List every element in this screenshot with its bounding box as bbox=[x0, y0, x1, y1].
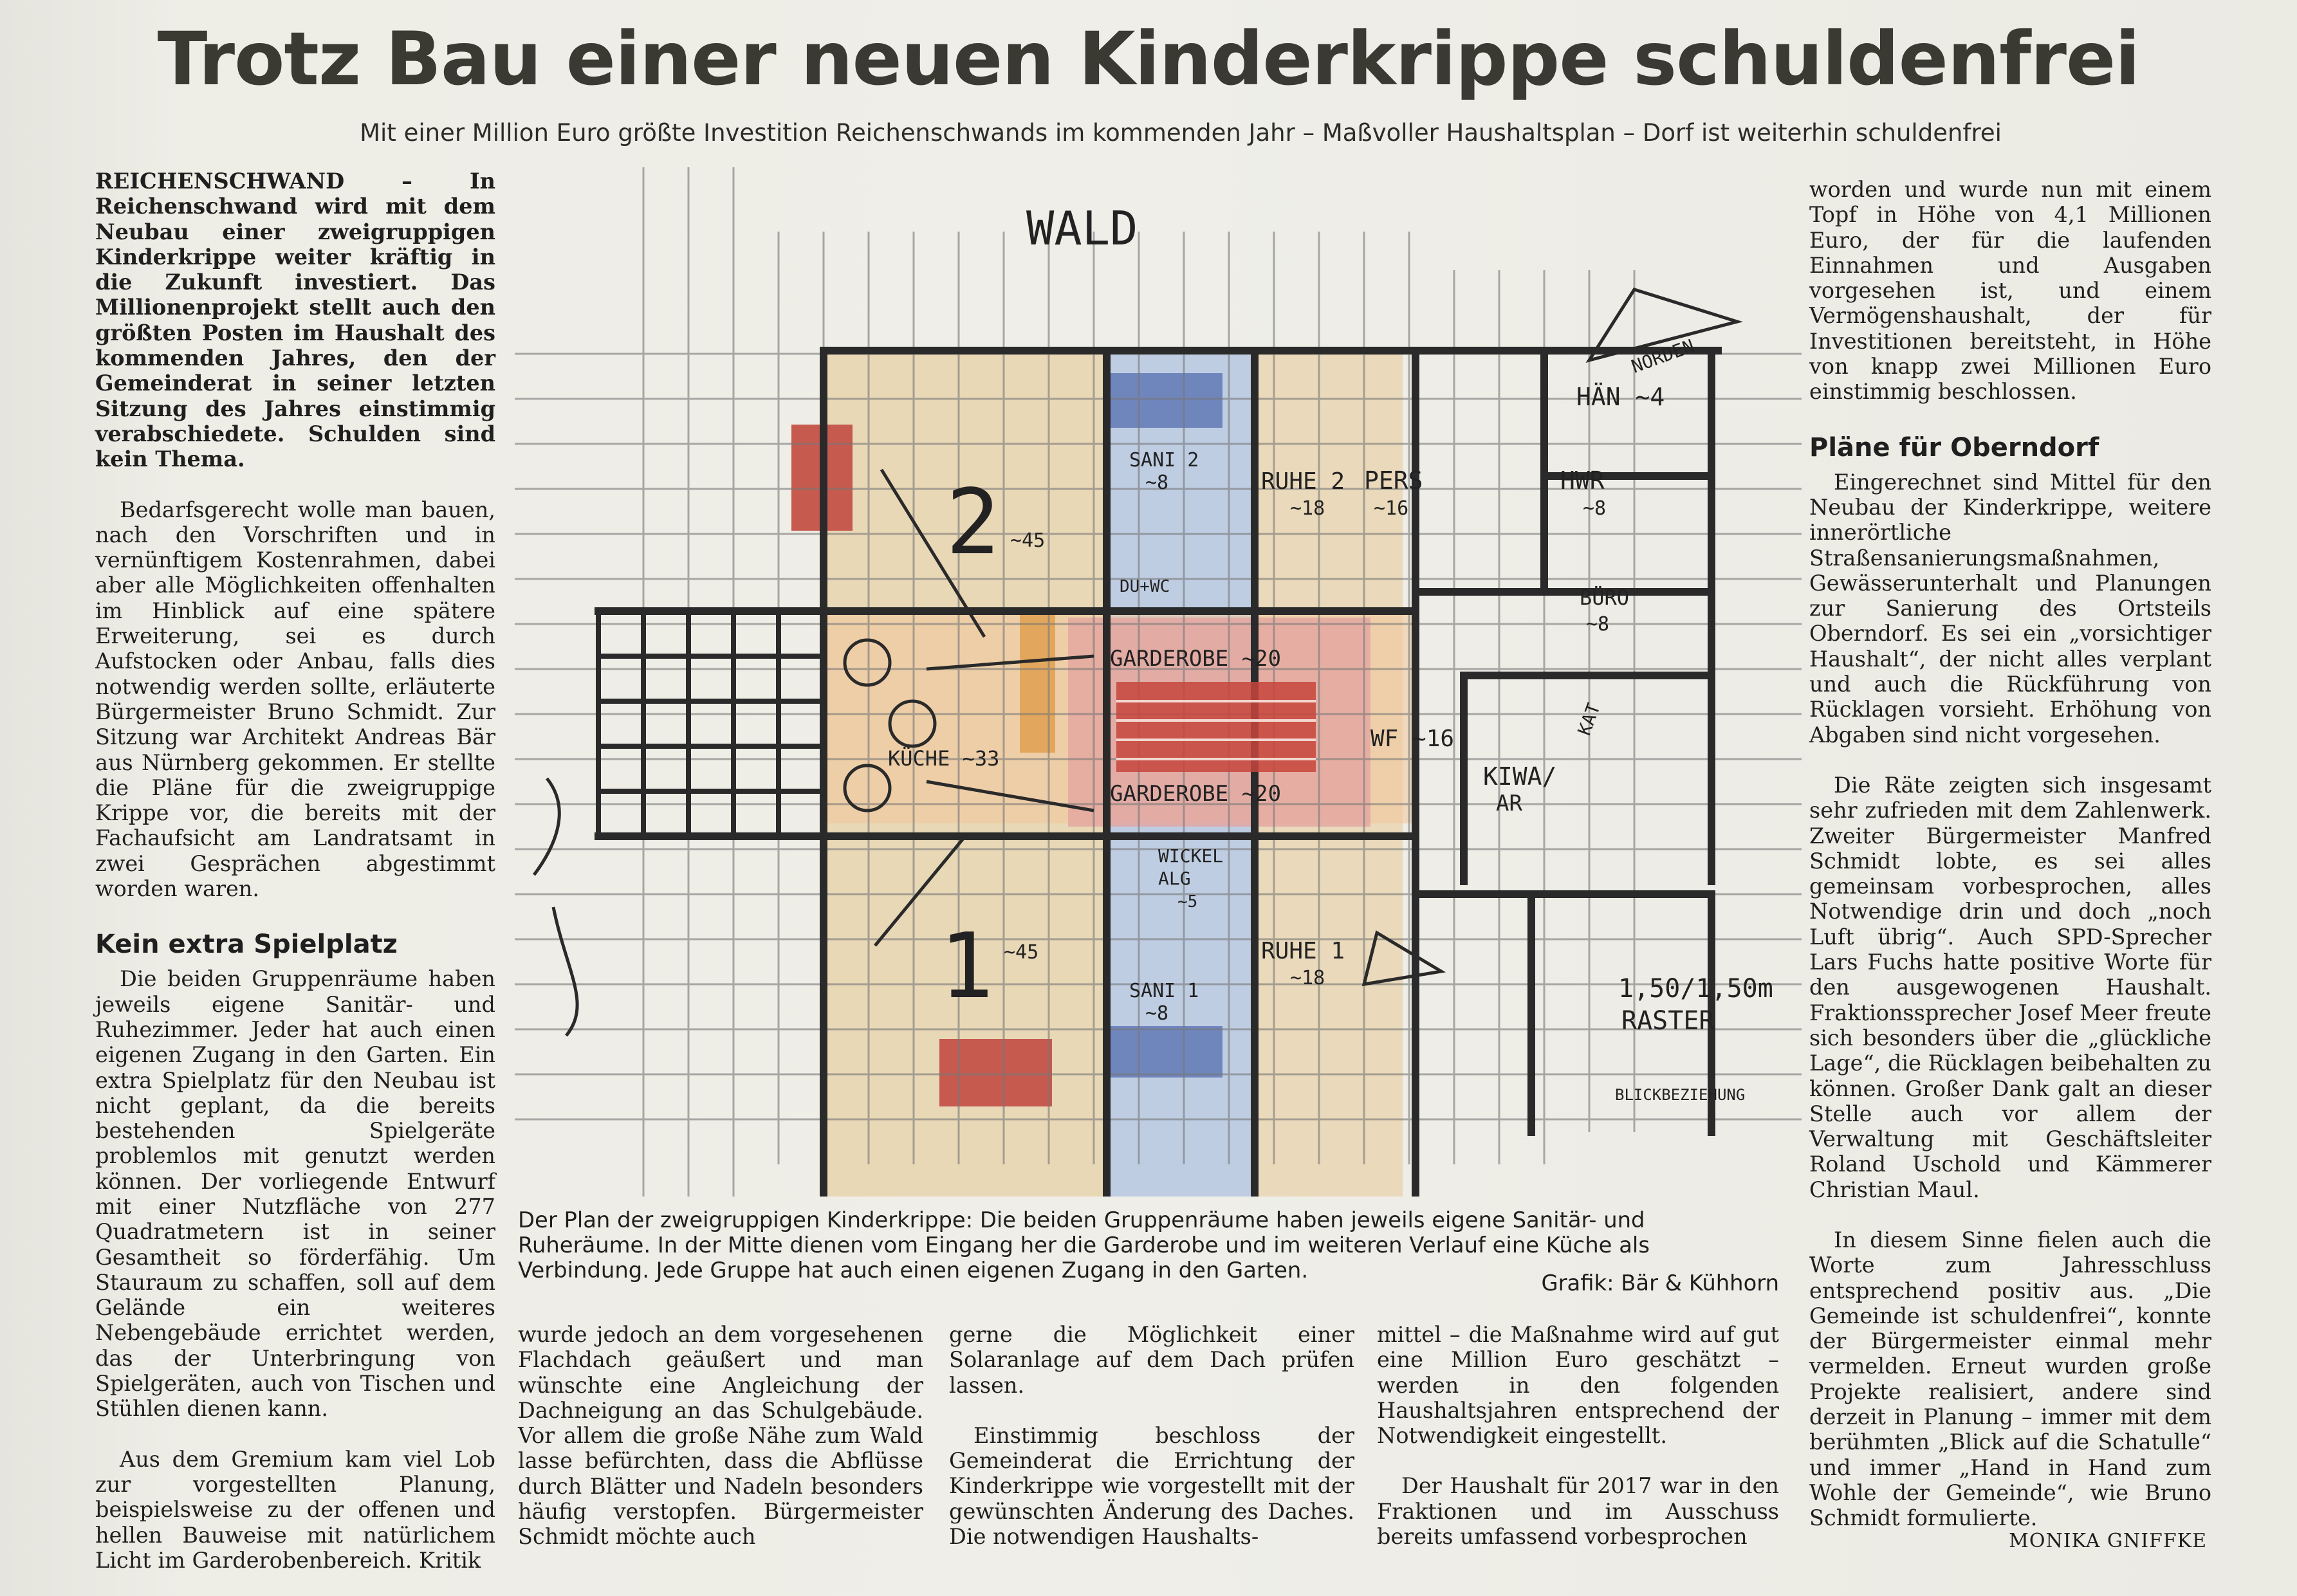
terrace-grid bbox=[598, 611, 824, 836]
paragraph: Die beiden Gruppenräume haben jeweils eigene Sanitär- und Ruhezimmer. Jeder hat auch einen eigenen Zugang in den Garten. Ein extra Spielplatz für den Neubau ist nicht geplant, da die bereits bestehenden Spielgeräte problemlos mit genutzt werden können. Der vorliegende Entwurf mit einer Nutzfläche von 277 Quadratmetern ist in seiner Gesamtheit so förderfähig. Um Stauraum zu schaffen, soll auf dem Gelände ein weiteres Nebengebäude errichtet werden, das der Unterbringung von Spielgeräten, auch von Tischen und Stühlen dienen kann. bbox=[95, 966, 495, 1422]
label-ruhe1-area: ~18 bbox=[1290, 967, 1325, 989]
subheading-kein-extra-spielplatz: Kein extra Spielplatz bbox=[95, 930, 398, 960]
paragraph: Der Haushalt für 2017 war in den Fraktionen und im Ausschuss bereits umfassend vorbesprochen bbox=[1377, 1473, 1779, 1550]
article-column-3 bbox=[949, 1322, 1354, 1554]
floor-plan-svg bbox=[515, 167, 1834, 1197]
label-sani1-area: ~8 bbox=[1145, 1002, 1169, 1025]
label-kiwa: KIWA/ bbox=[1483, 762, 1557, 791]
label-ruhe2-area: ~18 bbox=[1290, 497, 1325, 520]
label-han: HÄN ~4 bbox=[1576, 383, 1665, 411]
sani2-fixture bbox=[1110, 373, 1222, 428]
article-column-5 bbox=[1809, 177, 2211, 1531]
label-blickbeziehung: BLICKBEZIEHUNG bbox=[1615, 1086, 1746, 1104]
paragraph: In diesem Sinne fielen auch die Worte zum Jahresschluss entsprechend positiv aus. „Die Gemeinde ist schuldenfrei“, konnte der Bürgermeister einmal mehr vermelden. Erneut wurden große Projekte realisiert, andere sind derzeit in Planung – immer mit dem berühmten „Blick auf die Schatulle“ und immer „Hand in Hand zum Wohle der Gemeinde“, wie Bruno Schmidt formulierte. bbox=[1809, 1227, 2211, 1531]
lead-text: In Reichenschwand wird mit dem Neubau einer zweigruppigen Kinderkrippe weiter kräftig in die Zukunft investiert. Das Millionenprojekt stellt auch den größten Posten im Haushalt des kommenden Jahres, den der Gemeinderat in seiner letzten Sitzung des Jahres einstimmig verabschiedete. Schulden sind kein Thema. bbox=[95, 169, 495, 472]
paragraph: Eingerechnet sind Mittel für den Neubau der Kinderkrippe, weitere innerörtliche Straßensanierungsmaßnahmen, Gewässerunterhalt und Planungen zur Sanierung des Ortsteils Oberndorf. Es sei ein „vorsichtiger Haushalt“, der nicht alles verplant und auch die Rückführung von Rücklagen vorsieht. Erhöhung von Abgaben sind nicht vorgesehen. bbox=[1809, 469, 2211, 748]
label-sani2-area: ~8 bbox=[1145, 472, 1169, 494]
paragraph: mittel – die Maßnahme wird auf gut eine Million Euro geschätzt – werden in den folgenden Haushaltsjahren entsprechend der Notwendigkeit eingestellt. bbox=[1377, 1322, 1779, 1449]
label-wf: WF ~16 bbox=[1370, 726, 1455, 752]
paragraph: Einstimmig beschloss der Gemeinderat die Errichtung der Kinderkrippe wie vorgestellt mit der gewünschten Änderung des Daches. Die notwendigen Haushalts- bbox=[949, 1422, 1354, 1550]
label-wald: WALD bbox=[1026, 201, 1138, 255]
author-byline: MONIKA GNIFFKE bbox=[2009, 1530, 2207, 1552]
label-wickel-area: ~5 bbox=[1177, 892, 1198, 912]
label-buero: BÜRO bbox=[1580, 585, 1630, 610]
label-wickel-alg: ALG bbox=[1158, 868, 1191, 889]
paragraph: Die Räte zeigten sich insgesamt sehr zufrieden mit dem Zahlenwerk. Zweiter Bürgermeister Manfred Schmidt lobte, es sei alles gemeinsam vorbesprochen, alles Notwendige drin und doch „noch Luft übrig“. Auch SPD-Sprecher Lars Fuchs hatte positive Worte für den ausgewogenen Haushalt. Fraktionssprecher Josef Meer freute sich besonders über die „glückliche Lage“, die Rücklagen beibehalten zu können. Großer Dank galt an dieser Stelle auch vor allem der Verwaltung mit Geschäftsleiter Roland Uschold und Kämmerer Christian Maul. bbox=[1809, 772, 2211, 1202]
label-wickel: WICKEL bbox=[1158, 845, 1224, 867]
garderobe-lockers bbox=[1116, 682, 1316, 772]
label-pers: PERS bbox=[1364, 466, 1423, 495]
plan-caption: Der Plan der zweigruppigen Kinderkrippe: Die beiden Gruppenräume haben jeweils eigene Sanitär- und Ruheräume. In der Mitte dienen vom Eingang her die Garderobe und im weiteren Verlauf eine Küche als Verbindung. Jede Gruppe hat auch einen eigenen Zugang in den Garten. bbox=[518, 1207, 1650, 1283]
label-hwr: HWR bbox=[1560, 466, 1605, 495]
label-kueche: KÜCHE ~33 bbox=[888, 746, 1000, 771]
article-column-4 bbox=[1377, 1322, 1779, 1554]
orange-counter bbox=[1020, 611, 1055, 753]
label-sani1: SANI 1 bbox=[1129, 980, 1199, 1002]
lead-paragraph bbox=[95, 169, 495, 472]
label-group-1: 1 bbox=[939, 914, 994, 1019]
label-hwr-area: ~8 bbox=[1583, 497, 1607, 520]
label-pers-area: ~16 bbox=[1374, 497, 1409, 520]
label-norden: NORDEN bbox=[1628, 335, 1697, 378]
sani1-fixture bbox=[1110, 1026, 1222, 1078]
dateline: REICHENSCHWAND – bbox=[95, 169, 470, 194]
label-ruhe2: RUHE 2 bbox=[1261, 468, 1345, 495]
label-sani2: SANI 2 bbox=[1129, 449, 1199, 472]
label-garderobe-bottom: GARDEROBE ~20 bbox=[1110, 781, 1282, 807]
subheading-plaene-fuer-oberndorf: Pläne für Oberndorf bbox=[1809, 432, 2099, 463]
red-block-bottom bbox=[939, 1039, 1052, 1106]
label-group-2-area: ~45 bbox=[1010, 529, 1046, 552]
label-garderobe-top: GARDEROBE ~20 bbox=[1110, 646, 1282, 672]
article-column-1 bbox=[95, 169, 495, 1573]
paragraph: worden und wurde nun mit einem Topf in Höhe von 4,1 Millionen Euro, der für die laufenden Einnahmen und Ausgaben vorgesehen ist, und einem Vermögenshaushalt, der für Investitionen bereitsteht, in Höhe von knapp zwei Millionen Euro einstimmig beschlossen. bbox=[1809, 177, 2211, 405]
label-raster: RASTER bbox=[1621, 1006, 1715, 1036]
paragraph: Aus dem Gremium kam viel Lob zur vorgestellten Planung, beispielsweise zu der offenen und hellen Bauweise mit natürlichem Licht im Garderobenbereich. Kritik bbox=[95, 1446, 495, 1573]
graphic-credit: Grafik: Bär & Kühhorn bbox=[1541, 1270, 1779, 1296]
label-buero-area: ~8 bbox=[1586, 613, 1610, 636]
paragraph: Bedarfsgerecht wolle man bauen, nach den Vorschriften und in vernünftigem Kostenrahmen, dabei aber alle Möglichkeiten offenhalten im Hinblick auf eine spätere Erweiterung, sei es durch Aufstocken oder Anbau, falls dies notwendig werden sollte, erläuterte Bürgermeister Bruno Schmidt. Zur Sitzung war Architekt Andreas Bär aus Nürnberg gekommen. Er stellte die Pläne für die zweigruppige Krippe vor, die bereits mit der Fachaufsicht am Landratsamt in zwei Gesprächen abgestimmt worden waren. bbox=[95, 497, 495, 902]
label-group-1-area: ~45 bbox=[1004, 941, 1039, 964]
label-group-2: 2 bbox=[946, 470, 1001, 575]
label-kat: KAT bbox=[1573, 700, 1605, 738]
headline: Trotz Bau einer neuen Kinderkrippe schuldenfrei bbox=[157, 16, 2140, 102]
paragraph: gerne die Möglichkeit einer Solaranlage auf dem Dach prüfen lassen. bbox=[949, 1322, 1354, 1398]
paragraph: wurde jedoch an dem vorgesehenen Flachdach geäußert und man wünschte eine Angleichung der Dachneigung an das Schulgebäude. Vor allem die große Nähe zum Wald lasse befürchten, dass die Abflüsse durch Blätter und Nadeln besonders häufig verstopfen. Bürgermeister Schmidt möchte auch bbox=[518, 1322, 923, 1550]
subheadline: Mit einer Million Euro größte Investition Reichenschwands im kommenden Jahr – Maßvoller Haushaltsplan – Dorf ist weiterhin schuldenfrei bbox=[360, 119, 2002, 147]
label-ruhe1: RUHE 1 bbox=[1261, 938, 1345, 964]
floor-plan-graphic bbox=[515, 167, 1834, 1197]
label-kiwa-ar: AR bbox=[1496, 791, 1522, 816]
label-raster-size: 1,50/1,50m bbox=[1618, 974, 1773, 1004]
article-column-2 bbox=[518, 1322, 923, 1554]
label-du-wc: DU+WC bbox=[1120, 577, 1170, 596]
